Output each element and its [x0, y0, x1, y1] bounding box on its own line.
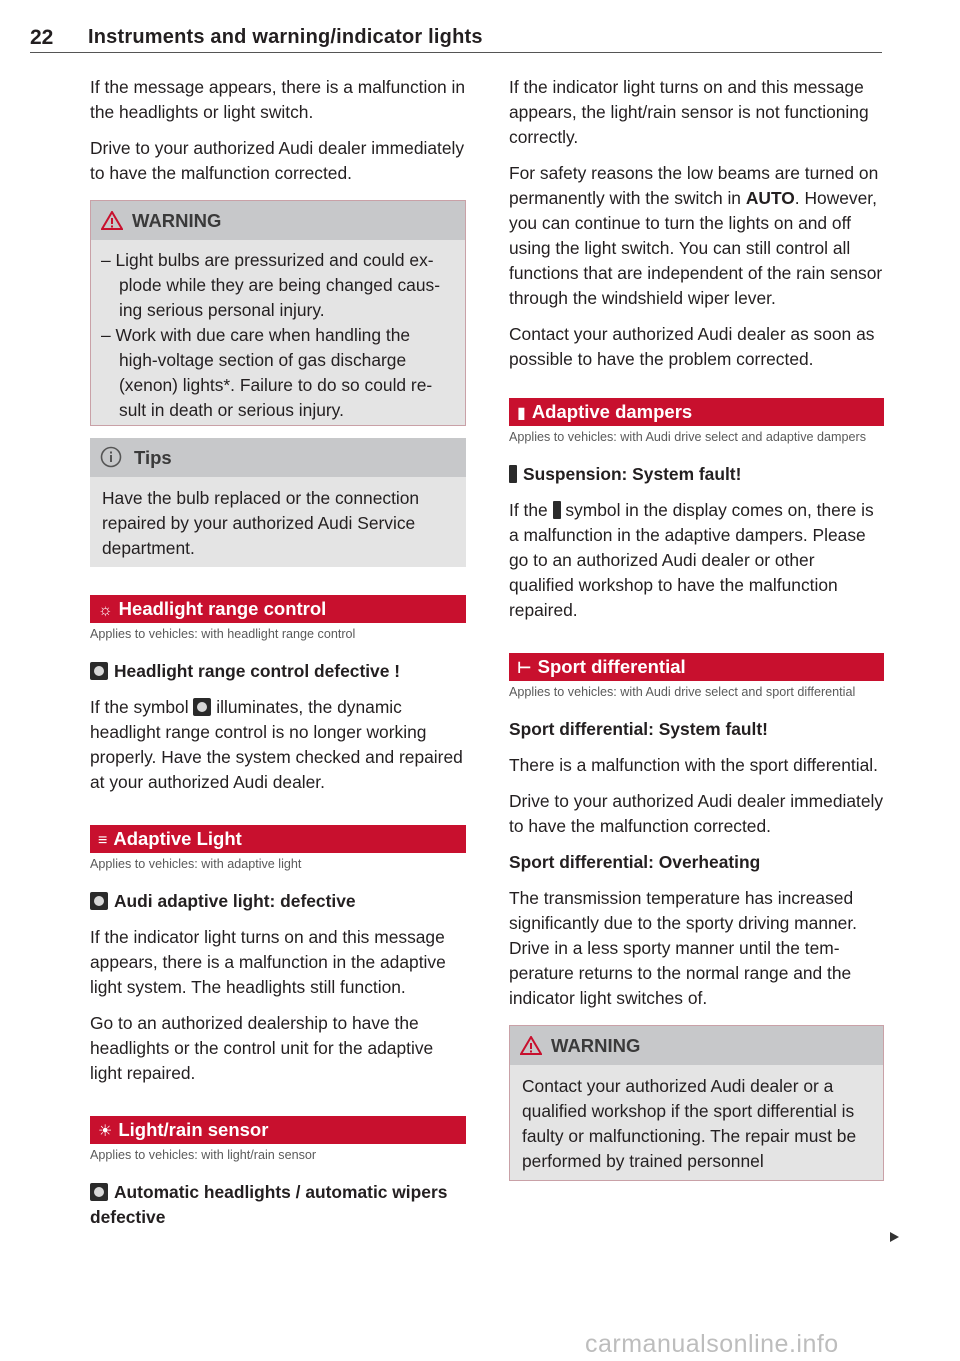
message-heading: Headlight range control defective ! [90, 659, 466, 684]
section-title: Light/rain sensor [118, 1119, 269, 1140]
section-adaptive-dampers [509, 398, 884, 426]
warning-title: WARNING [551, 1035, 641, 1056]
message-heading: Suspension: System fault! [509, 462, 884, 487]
applies-to-note: Applies to vehicles: with Audi drive select and adaptive dampers [509, 430, 867, 444]
left-column [90, 75, 466, 1241]
message-heading: Audi adaptive light: defective [90, 889, 466, 914]
warning-box [509, 1025, 884, 1181]
light-rain-indicator-icon [90, 1183, 108, 1201]
warning-header [510, 1026, 883, 1065]
headlight-range-icon: ☼ [98, 602, 113, 619]
headlight-range-body: If the symbol illuminates, the dynamic headlight range control is no longer working properly. Have the system checked and repaired at your authorized Audi dealer. [90, 697, 463, 792]
warning-triangle-icon [101, 211, 123, 230]
applies-to-note: Applies to vehicles: with adaptive light [90, 857, 302, 871]
watermark: carmanualsonline.info [585, 1330, 839, 1358]
message-heading: Sport differential: Overheating [509, 852, 761, 872]
tips-title: Tips [134, 447, 172, 468]
applies-to-note: Applies to vehicles: with headlight range control [90, 627, 356, 641]
adaptive-light-indicator-icon [90, 892, 108, 910]
intro-paragraph-1: If the message appears, there is a malfunction in the headlights or light switch. [90, 77, 466, 122]
chapter-title: Instruments and warning/indicator lights [88, 26, 483, 48]
light-rain-sensor-icon: ☀ [98, 1123, 113, 1140]
light-rain-paragraph: For safety reasons the low beams are turned on permanently with the switch in AUTO. However, you can continue to turn the lights on and off using the light switch. You can still control all functions that are independent of the rain sensor through the windshield wiper lever. [509, 163, 883, 308]
applies-to-note: Applies to vehicles: with light/rain sensor [90, 1148, 317, 1162]
suspension-indicator-icon [553, 501, 561, 519]
adaptive-dampers-icon: ▮ [517, 405, 526, 422]
section-light-rain-sensor [90, 1116, 466, 1144]
light-rain-paragraph: If the indicator light turns on and this message appears, the light/rain sensor is not functioning correctly. [509, 77, 869, 147]
message-heading: Sport differential: System fault! [509, 719, 768, 739]
tips-body: Have the bulb replaced or the connection repaired by your authorized Audi Service department. [102, 488, 420, 558]
adaptive-light-paragraph: Go to an authorized dealership to have the headlights or the control unit for the adaptive light repaired. [90, 1013, 434, 1083]
warning-item: – Work with due care when handling the high-voltage section of gas discharge (xenon) lights*. Failure to do so could result in death or serious injury. [101, 325, 433, 420]
applies-to-note: Applies to vehicles: with Audi drive select and sport differential [509, 685, 856, 699]
page-header [30, 22, 882, 53]
message-heading: Automatic headlights / automatic wipers defective [90, 1182, 448, 1227]
intro-paragraph-2: Drive to your authorized Audi dealer immediately to have the malfunction corrected. [90, 138, 465, 183]
headlight-range-indicator-icon [90, 662, 108, 680]
continued-arrow-icon [890, 1232, 899, 1242]
warning-triangle-icon [520, 1036, 542, 1055]
section-title: Headlight range control [118, 598, 327, 619]
auto-switch-label: AUTO [745, 188, 795, 208]
light-rain-paragraph: Contact your authorized Audi dealer as soon as possible to have the problem corrected. [509, 324, 875, 369]
warning-item: – Light bulbs are pressurized and could explode while they are being changed causing serious personal injury. [101, 250, 440, 320]
warning-title: WARNING [132, 210, 222, 231]
tips-box [90, 438, 466, 567]
section-sport-differential [509, 653, 884, 681]
sport-diff-paragraph: There is a malfunction with the sport differential. [509, 755, 878, 775]
suspension-indicator-icon [509, 465, 517, 483]
headlight-range-indicator-icon [193, 698, 211, 716]
section-title: Adaptive dampers [531, 401, 693, 422]
page-number: 22 [30, 26, 54, 49]
info-icon [100, 446, 122, 468]
sport-differential-icon: ⊢ [517, 660, 532, 677]
warning-header [91, 201, 465, 240]
section-adaptive-light [90, 825, 466, 853]
warning-list [91, 240, 465, 423]
warning-body: Contact your authorized Audi dealer or a qualified workshop if the sport differential is faulty or malfunctioning. The repair must be performed by trained personnel [522, 1076, 857, 1171]
section-headlight-range [90, 595, 466, 623]
sport-diff-paragraph: The transmission temperature has increased significantly due to the sporty driving manner. Drive in a less sporty manner until the temperature returns to the normal range and the indicator light switches of. [509, 888, 857, 1008]
warning-box [90, 200, 466, 426]
adaptive-light-icon: ≡ [98, 832, 108, 849]
adaptive-light-paragraph: If the indicator light turns on and this message appears, there is a malfunction in the adaptive light system. The headlights still function. [90, 927, 446, 997]
sport-diff-paragraph: Drive to your authorized Audi dealer immediately to have the malfunction corrected. [509, 791, 884, 836]
section-title: Sport differential [537, 656, 686, 677]
adaptive-dampers-body: If the symbol in the display comes on, there is a malfunction in the adaptive dampers. Please go to an authorized Audi dealer or other qualified workshop to have the malfunction repaired. [509, 500, 874, 620]
section-title: Adaptive Light [113, 828, 242, 849]
right-column [509, 75, 884, 1193]
tips-header [90, 438, 466, 477]
